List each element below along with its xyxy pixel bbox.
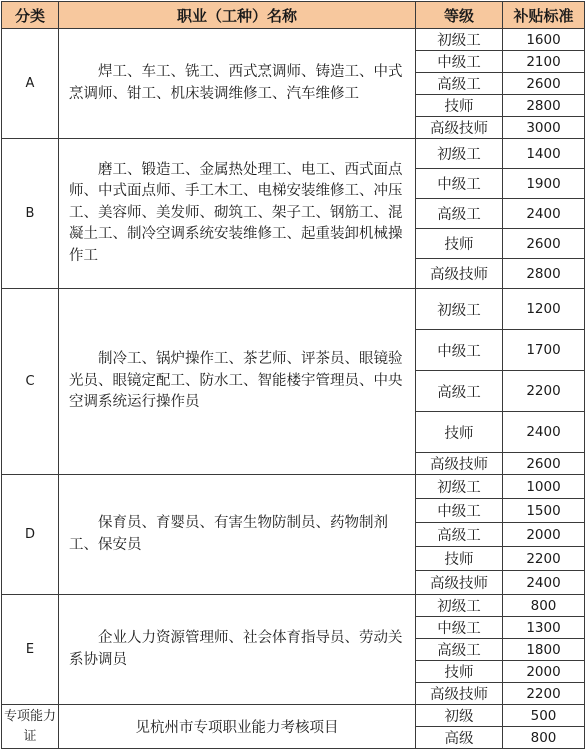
- level-cell: 技师: [416, 229, 503, 259]
- header-category: 分类: [2, 2, 59, 29]
- level-cell: 中级工: [416, 169, 503, 199]
- subsidy-cell: 1700: [503, 330, 585, 371]
- subsidy-cell: 2000: [503, 661, 585, 683]
- category-cell: A: [2, 29, 59, 139]
- subsidy-cell: 2400: [503, 199, 585, 229]
- category-cell: C: [2, 289, 59, 475]
- subsidy-cell: 2800: [503, 259, 585, 289]
- subsidy-cell: 2100: [503, 51, 585, 73]
- category-cell: D: [2, 475, 59, 595]
- level-cell: 初级工: [416, 595, 503, 617]
- subsidy-cell: 1000: [503, 475, 585, 499]
- level-cell: 高级工: [416, 371, 503, 412]
- occupation-names: [59, 595, 416, 705]
- level-cell: 技师: [416, 95, 503, 117]
- subsidy-cell: 2400: [503, 571, 585, 595]
- subsidy-cell: 1900: [503, 169, 585, 199]
- table-row: [2, 705, 585, 727]
- level-cell: 高级工: [416, 639, 503, 661]
- occupation-text: 保育员、育婴员、有害生物防制员、药物制剂工、保安员: [69, 515, 388, 553]
- occupation-names: [59, 289, 416, 475]
- subsidy-cell: 500: [503, 705, 585, 727]
- subsidy-cell: 2600: [503, 73, 585, 95]
- level-cell: 高级工: [416, 523, 503, 547]
- subsidy-table: [1, 1, 585, 749]
- level-cell: 中级工: [416, 499, 503, 523]
- subsidy-cell: 2600: [503, 229, 585, 259]
- level-cell: 技师: [416, 661, 503, 683]
- level-cell: 初级工: [416, 475, 503, 499]
- occupation-names: [59, 475, 416, 595]
- subsidy-cell: 2800: [503, 95, 585, 117]
- subsidy-cell: 2200: [503, 547, 585, 571]
- subsidy-cell: 1400: [503, 139, 585, 169]
- table-row: [2, 139, 585, 169]
- table-row: [2, 475, 585, 499]
- subsidy-cell: 2200: [503, 683, 585, 705]
- level-cell: 初级工: [416, 29, 503, 51]
- subsidy-cell: 2400: [503, 412, 585, 453]
- subsidy-cell: 1800: [503, 639, 585, 661]
- level-cell: 高级技师: [416, 571, 503, 595]
- level-cell: 初级工: [416, 139, 503, 169]
- subsidy-cell: 2000: [503, 523, 585, 547]
- category-cell: B: [2, 139, 59, 289]
- header-occupation: 职业（工种）名称: [59, 2, 416, 29]
- table-row: [2, 595, 585, 617]
- level-cell: 初级: [416, 705, 503, 727]
- level-cell: 中级工: [416, 330, 503, 371]
- subsidy-cell: 800: [503, 727, 585, 749]
- header-level: 等级: [416, 2, 503, 29]
- level-cell: 高级工: [416, 73, 503, 95]
- category-cell: 专项能力证: [2, 705, 59, 749]
- level-cell: 高级技师: [416, 259, 503, 289]
- header-subsidy: 补贴标准: [503, 2, 585, 29]
- occupation-text: 焊工、车工、铣工、西式烹调师、铸造工、中式烹调师、钳工、机床装调维修工、汽车维修工: [69, 64, 403, 102]
- subsidy-cell: 1600: [503, 29, 585, 51]
- category-cell: E: [2, 595, 59, 705]
- occupation-names: [59, 29, 416, 139]
- header-row: [2, 2, 585, 29]
- occupation-text: 制冷工、锅炉操作工、茶艺师、评茶员、眼镜验光员、眼镜定配工、防水工、智能楼宇管理员、中央空调系统运行操作员: [69, 351, 403, 411]
- table-row: [2, 289, 585, 330]
- level-cell: 高级: [416, 727, 503, 749]
- level-cell: 中级工: [416, 51, 503, 73]
- level-cell: 高级工: [416, 199, 503, 229]
- subsidy-cell: 1200: [503, 289, 585, 330]
- occupation-text: 企业人力资源管理师、社会体育指导员、劳动关系协调员: [69, 630, 403, 668]
- level-cell: 高级技师: [416, 453, 503, 475]
- level-cell: 初级工: [416, 289, 503, 330]
- occupation-names: [59, 139, 416, 289]
- subsidy-cell: 2200: [503, 371, 585, 412]
- subsidy-cell: 1500: [503, 499, 585, 523]
- level-cell: 高级技师: [416, 117, 503, 139]
- occupation-names: 见杭州市专项职业能力考核项目: [59, 705, 416, 749]
- subsidy-cell: 2600: [503, 453, 585, 475]
- occupation-text: 磨工、锻造工、金属热处理工、电工、西式面点师、中式面点师、手工木工、电梯安装维修工、冲压工、美容师、美发师、砌筑工、架子工、钢筋工、混凝土工、制冷空调系统安装维修工、起重装卸机械操作工: [69, 161, 403, 264]
- level-cell: 高级技师: [416, 683, 503, 705]
- subsidy-cell: 1300: [503, 617, 585, 639]
- level-cell: 技师: [416, 412, 503, 453]
- subsidy-cell: 800: [503, 595, 585, 617]
- level-cell: 中级工: [416, 617, 503, 639]
- table-row: [2, 29, 585, 51]
- subsidy-cell: 3000: [503, 117, 585, 139]
- level-cell: 技师: [416, 547, 503, 571]
